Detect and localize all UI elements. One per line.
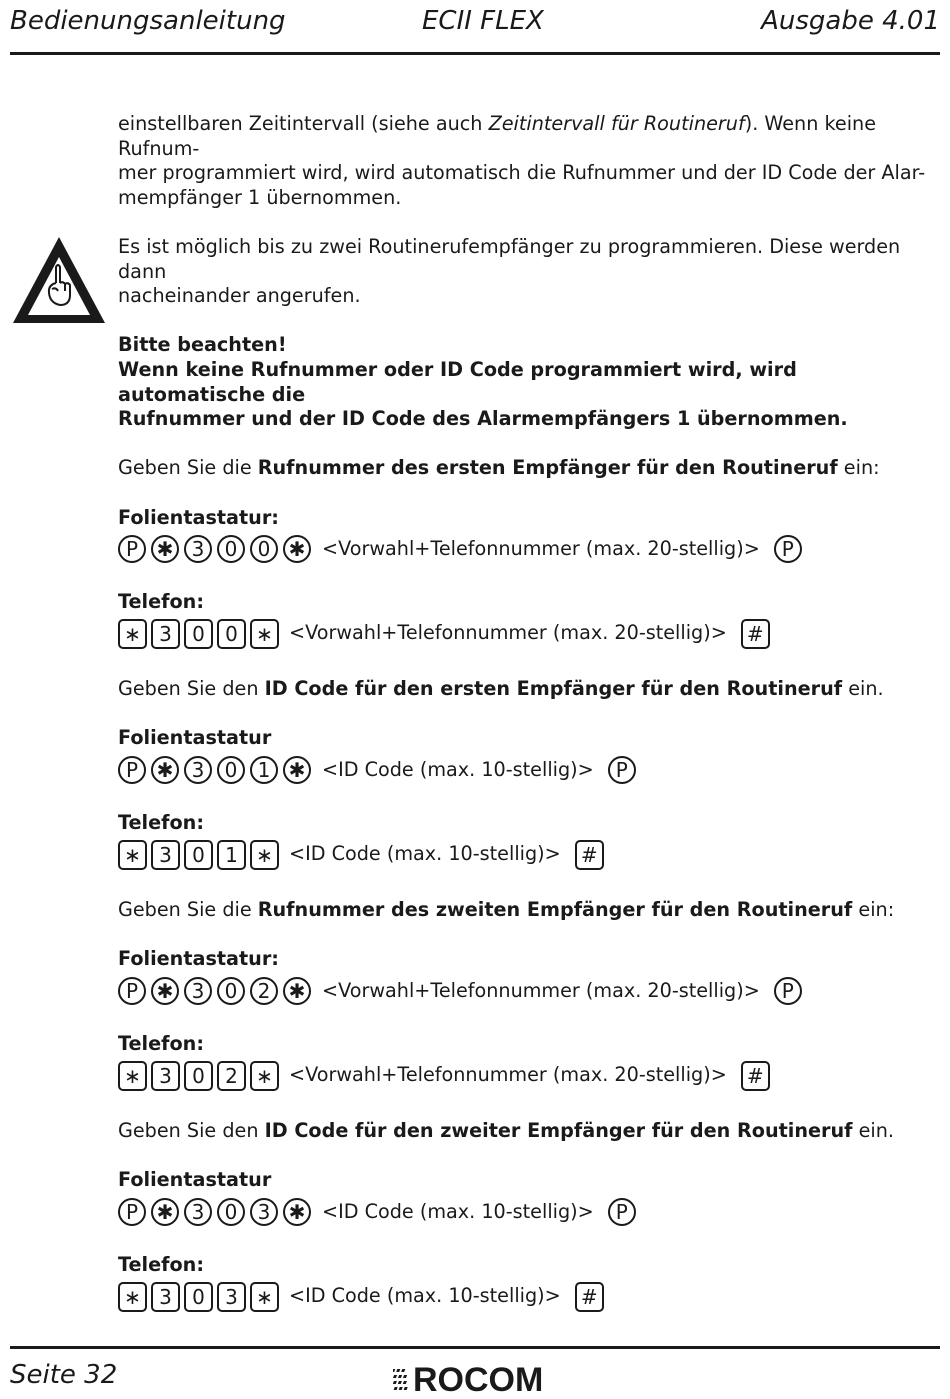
phone-key: # — [575, 1282, 604, 1312]
phone-key: 0 — [184, 840, 213, 870]
intro-text: ). Wenn keine Rufnum- — [118, 112, 877, 160]
membrane-key: 3 — [184, 756, 212, 784]
section-instruction — [118, 1119, 930, 1144]
membrane-key: 0 — [217, 977, 245, 1005]
phone-key: 3 — [217, 1282, 246, 1312]
warning-note — [118, 333, 930, 431]
footer-rule — [10, 1346, 940, 1349]
instruction-bold-text: ID Code für den ersten Empfänger für den Routineruf — [264, 677, 843, 701]
phone-key: 3 — [151, 840, 180, 870]
instruction-bold-text: Rufnummer des ersten Empfänger für den Routineruf — [257, 456, 838, 480]
membrane-key: 2 — [250, 977, 278, 1005]
membrane-key: P — [608, 1198, 636, 1226]
intro-text: mempfänger 1 übernommen. — [118, 185, 402, 209]
phone-key: 3 — [151, 1282, 180, 1312]
phone-key: 3 — [151, 619, 180, 649]
logo-wordmark: ROCOM — [413, 1361, 544, 1399]
intro-text: einstellbaren Zeitintervall (siehe auch — [118, 112, 489, 135]
note-text: Rufnummer und der ID Code des Alarmempfängers 1 übernommen. — [118, 407, 848, 431]
page-number: Seite 32 — [10, 1360, 118, 1390]
membrane-key: 3 — [184, 977, 212, 1005]
membrane-key: P — [774, 977, 802, 1005]
phone-key: ∗ — [118, 840, 147, 870]
key-sequence-placeholder: <Vorwahl+Telefonnummer (max. 20-stellig)> — [322, 536, 760, 560]
membrane-key: 0 — [217, 535, 245, 563]
membrane-key: P — [118, 756, 146, 784]
phone-key: 0 — [217, 619, 246, 649]
section-instruction — [118, 456, 930, 481]
paragraph-text: nacheinander angerufen. — [118, 284, 361, 308]
key-sequence-placeholder: <ID Code (max. 10-stellig)> — [289, 842, 561, 866]
rocom-logo-marks-icon — [393, 1367, 411, 1393]
membrane-key: 0 — [217, 1198, 245, 1226]
header-product-name: ECII FLEX — [422, 6, 544, 36]
telefon-key-sequence — [118, 1057, 930, 1095]
telefon-key-sequence — [118, 1278, 930, 1316]
instruction-text: Geben Sie den — [118, 1119, 265, 1143]
instruction-text: ein. — [852, 1119, 894, 1143]
membrane-key: ✱ — [151, 535, 179, 563]
intro-paragraph — [118, 112, 930, 210]
membrane-key: 0 — [250, 535, 278, 563]
intro-reference: Zeitintervall für Routineruf — [488, 112, 745, 135]
membrane-key: P — [774, 535, 802, 563]
folientastatur-key-sequence — [118, 1193, 930, 1231]
phone-key: 2 — [217, 1061, 246, 1091]
membrane-key: ✱ — [283, 756, 311, 784]
paragraph-text: Es ist möglich bis zu zwei Routinerufempfänger zu programmieren. Diese werden dann — [118, 234, 901, 283]
membrane-key: P — [118, 1198, 146, 1226]
page-header — [10, 6, 940, 46]
key-sequence-placeholder: <Vorwahl+Telefonnummer (max. 20-stellig)> — [289, 1063, 727, 1087]
phone-key: 1 — [217, 840, 246, 870]
folientastatur-label: Folientastatur: — [118, 947, 279, 971]
folientastatur-label: Folientastatur — [118, 1168, 272, 1192]
note-text: Wenn keine Rufnummer oder ID Code programmiert wird, wird automatische die — [118, 357, 797, 406]
page-content — [118, 112, 930, 1316]
folientastatur-label: Folientastatur — [118, 726, 272, 750]
membrane-key: 3 — [184, 535, 212, 563]
phone-key: ∗ — [250, 1061, 279, 1091]
phone-key: 3 — [151, 1061, 180, 1091]
section-instruction — [118, 898, 930, 923]
folientastatur-label: Folientastatur: — [118, 505, 279, 529]
instruction-text: Geben Sie den — [118, 677, 265, 701]
membrane-key: ✱ — [151, 977, 179, 1005]
warning-hand-icon — [10, 233, 108, 327]
instruction-text: ein. — [842, 677, 884, 701]
membrane-key: 3 — [184, 1198, 212, 1226]
membrane-key: ✱ — [151, 756, 179, 784]
phone-key: ∗ — [118, 1061, 147, 1091]
phone-key: ∗ — [250, 619, 279, 649]
membrane-key: P — [118, 535, 146, 563]
instruction-text: Geben Sie die — [118, 456, 258, 480]
folientastatur-key-sequence — [118, 751, 930, 789]
key-sequence-placeholder: <Vorwahl+Telefonnummer (max. 20-stellig)> — [289, 621, 727, 645]
folientastatur-key-sequence — [118, 972, 930, 1010]
phone-key: ∗ — [118, 1282, 147, 1312]
membrane-key: ✱ — [151, 1198, 179, 1226]
membrane-key: ✱ — [283, 535, 311, 563]
membrane-key: P — [118, 977, 146, 1005]
header-manual-title: Bedienungsanleitung — [10, 6, 286, 36]
instruction-bold-text: Rufnummer des zweiten Empfänger für den Routineruf — [257, 898, 853, 922]
instruction-text: Geben Sie die — [118, 898, 258, 922]
membrane-key: 1 — [250, 756, 278, 784]
phone-key: 0 — [184, 619, 213, 649]
key-sequence-placeholder: <ID Code (max. 10-stellig)> — [289, 1284, 561, 1308]
key-sequence-placeholder: <Vorwahl+Telefonnummer (max. 20-stellig)> — [322, 978, 760, 1002]
routine-receivers-paragraph — [118, 235, 930, 309]
membrane-key: ✱ — [283, 977, 311, 1005]
key-sequence-placeholder: <ID Code (max. 10-stellig)> — [322, 757, 594, 781]
programming-sections — [118, 432, 930, 1316]
phone-key: 0 — [184, 1061, 213, 1091]
phone-key: # — [741, 1061, 770, 1091]
telefon-label: Telefon: — [118, 811, 205, 835]
telefon-key-sequence — [118, 615, 930, 653]
phone-key: # — [575, 840, 604, 870]
folientastatur-key-sequence — [118, 530, 930, 568]
phone-key: ∗ — [250, 840, 279, 870]
instruction-bold-text: ID Code für den zweiter Empfänger für den Routineruf — [264, 1119, 853, 1143]
rocom-logo — [393, 1362, 543, 1398]
phone-key: 0 — [184, 1282, 213, 1312]
header-rule — [10, 52, 940, 55]
telefon-label: Telefon: — [118, 590, 205, 614]
membrane-key: P — [608, 756, 636, 784]
header-edition: Ausgabe 4.01 — [761, 6, 940, 36]
telefon-label: Telefon: — [118, 1032, 205, 1056]
phone-key: ∗ — [250, 1282, 279, 1312]
section-instruction — [118, 677, 930, 702]
membrane-key: 3 — [250, 1198, 278, 1226]
membrane-key: ✱ — [283, 1198, 311, 1226]
telefon-key-sequence — [118, 836, 930, 874]
note-title: Bitte beachten! — [118, 333, 287, 357]
instruction-text: ein: — [852, 898, 895, 922]
phone-key: # — [741, 619, 770, 649]
phone-key: ∗ — [118, 619, 147, 649]
membrane-key: 0 — [217, 756, 245, 784]
telefon-label: Telefon: — [118, 1253, 205, 1276]
key-sequence-placeholder: <ID Code (max. 10-stellig)> — [322, 1199, 594, 1223]
instruction-text: ein: — [837, 456, 880, 480]
intro-text: mer programmiert wird, wird automatisch die Rufnummer und der ID Code der Alar- — [118, 161, 926, 185]
